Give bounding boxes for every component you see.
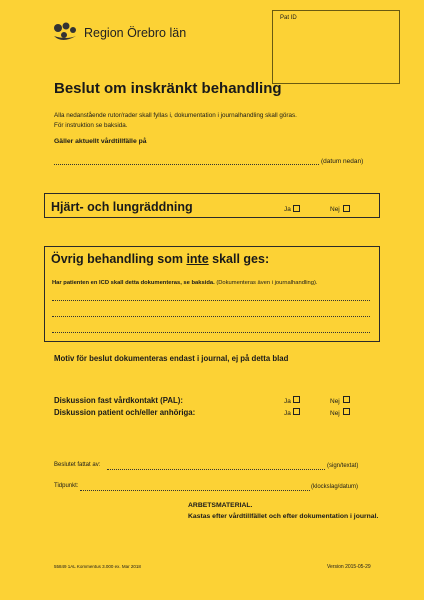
instructions-line-2: För instruktion se baksida. [54,122,128,129]
decided-by-label: Beslutet fattat av: [54,462,101,468]
icd-note-regular: (Dokumenteras även i journalhandling). [214,280,318,286]
footer-print-info: 55849 1AL Kommentus 3.000 ex. Mar 2018 [54,564,141,569]
note-line-1: ARBETSMATERIAL. [188,502,253,509]
discussion-pal-no-checkbox[interactable] [343,396,350,403]
discussion-patient-no-checkbox[interactable] [343,408,350,415]
patient-id-label: Pat ID [280,15,297,21]
note-line-2: Kastas efter vårdtillfället och efter dokumentation i journal. [188,513,379,520]
discussion-pal-yes-checkbox[interactable] [293,396,300,403]
footer-version: Version 2015-05-29 [327,564,371,570]
other-treatment-title [51,252,269,266]
motive-text: Motiv för beslut dokumenteras endast i journal, ej på detta blad [54,354,289,363]
discussion-pal-label: Diskussion fast vårdkontakt (PAL): [54,396,183,405]
icd-note-bold: Har patienten en ICD skall detta dokumenteras, se baksida. [52,280,215,286]
cpr-yes-checkbox[interactable] [293,205,300,212]
cpr-no-label: Nej [330,206,340,213]
current-care-label: Gäller aktuellt vårdtillfälle på [54,138,147,145]
cpr-title: Hjärt- och lungräddning [51,200,193,214]
discussion-patient-label: Diskussion patient och/eller anhöriga: [54,408,196,417]
form-title: Beslut om inskränkt behandling [54,80,282,97]
other-line-3[interactable] [52,332,370,333]
discussion-pal-no-label: Nej [330,398,340,405]
instructions [54,111,384,131]
discussion-pal-yes-label: Ja [284,398,291,405]
discussion-patient-yes-checkbox[interactable] [293,408,300,415]
working-material-note [188,500,388,522]
other-title-suffix: skall ges: [208,252,270,266]
discussion-patient-yes-label: Ja [284,410,291,417]
discussion-patient-no-label: Nej [330,410,340,417]
cpr-no-checkbox[interactable] [343,205,350,212]
region-logo-icon [52,22,80,44]
other-title-underlined: inte [186,252,209,266]
time-label: Tidpunkt: [54,483,79,489]
decided-by-line[interactable] [107,469,325,470]
patient-id-box[interactable] [272,10,400,84]
instructions-line-1: Alla nedanstående rutor/rader skall fyllas i, dokumentation i journalhandling skall göras. [54,112,297,119]
cpr-yes-label: Ja [284,206,291,213]
other-title-prefix: Övrig behandling som [51,252,187,266]
other-line-1[interactable] [52,300,370,301]
date-label: (datum nedan) [321,158,364,165]
other-line-2[interactable] [52,316,370,317]
organization-name: Region Örebro län [84,26,187,40]
time-line[interactable] [80,490,310,491]
date-line[interactable] [54,164,319,165]
time-suffix: (klockslag/datum) [311,484,359,490]
icd-note [52,280,318,286]
sign-label: (sign/textat) [327,463,359,469]
